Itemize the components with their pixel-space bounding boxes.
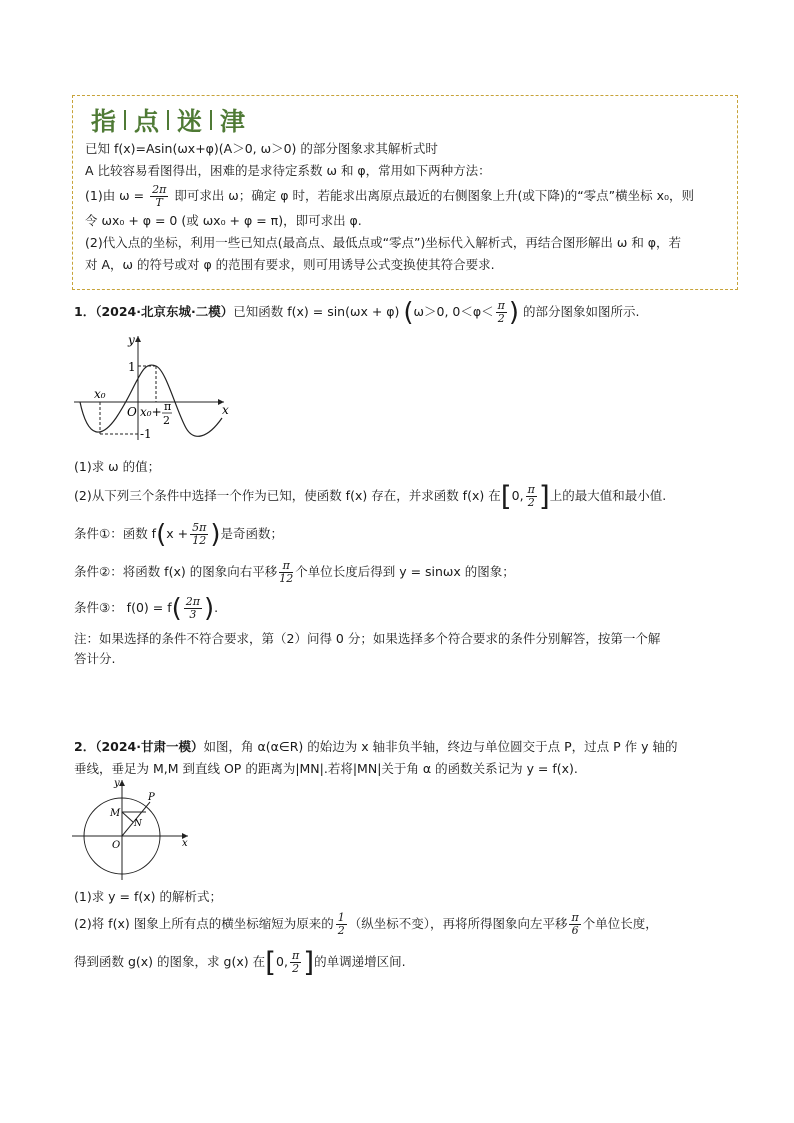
fraction-numerator: π — [279, 560, 293, 573]
q2-part3-fraction — [290, 950, 301, 975]
fraction-numerator: π — [571, 911, 579, 924]
q2-graph — [70, 776, 194, 884]
tips-line-6: 对 A，ω 的符号或对 φ 的范围有要求，则可用诱导公式变换使其符合要求. — [85, 257, 495, 272]
bracket-right: ] — [538, 479, 550, 513]
q2-x-label: x — [182, 838, 188, 849]
tips-line-4: 令 ωx₀ + φ = 0 (或 ωx₀ + φ = π)，即可求出 φ. — [85, 213, 362, 228]
q2-part3-interval: 0, — [276, 954, 288, 969]
banner-char-1: 指 — [91, 107, 117, 136]
paren-right: ) — [508, 297, 519, 328]
banner-char-4: 津 — [220, 107, 246, 136]
q1-cond1-fraction — [190, 522, 208, 547]
q1-pi-label: π — [164, 400, 172, 413]
banner-separator — [167, 110, 169, 130]
fraction-denominator: 12 — [279, 572, 294, 585]
q2-stem-text: 如图，角 α(α∈R) 的始边为 x 轴非负半轴，终边与单位圆交于点 P，过点 P 作 y 轴的 — [203, 739, 678, 754]
paren-left: ( — [156, 519, 167, 550]
banner-separator — [124, 110, 126, 130]
q1-cond3-text: 条件③： f(0) = f — [74, 600, 172, 615]
q2-p-label: P — [148, 792, 155, 803]
tips-line-3-prefix: (1)由 ω = — [85, 188, 145, 203]
q2-part3-text: 得到函数 g(x) 的图象，求 g(x) 在 — [74, 954, 266, 969]
q2-part2 — [74, 912, 658, 937]
fraction-numerator: 2π — [152, 183, 167, 196]
q1-cond1-inner: x + — [166, 526, 189, 541]
q2-stem-line-1 — [74, 736, 677, 758]
tips-line-2: A 比较容易看图得出，困难的是求待定系数 ω 和 φ，常用如下两种方法： — [85, 163, 491, 178]
q1-minus-one-label: -1 — [140, 427, 152, 441]
fraction-numerator: 2π — [185, 595, 200, 608]
fraction-numerator: π — [291, 949, 300, 962]
q1-origin-label: O — [127, 405, 137, 419]
tips-line-3 — [85, 182, 725, 210]
paren-right: ) — [210, 519, 221, 550]
q1-condition-1 — [74, 519, 284, 550]
fraction-denominator: 2 — [292, 962, 300, 975]
q2-part2-text: (2)将 f(x) 图象上所有点的横坐标缩短为原来的 — [74, 916, 334, 931]
q1-y-label: y — [128, 333, 135, 347]
q1-part2-interval: 0, — [511, 488, 524, 503]
tips-banner — [91, 102, 725, 138]
q1-condition-3 — [74, 593, 219, 624]
q2-part2-fraction-2 — [569, 912, 580, 937]
banner-separator — [210, 110, 212, 130]
tips-box — [72, 95, 738, 290]
q2-part2-middle: （纵坐标不变），再将所得图象向左平移 — [348, 916, 568, 931]
q2-m-label: M — [110, 808, 121, 819]
q2-distance-segment — [122, 812, 133, 822]
q1-one-label: 1 — [128, 360, 136, 374]
q2-origin-label: O — [112, 840, 121, 851]
fraction-numerator: π — [527, 483, 535, 496]
q1-part2-end: 上的最大值和最小值. — [549, 488, 667, 503]
q1-note-line-1: 注：如果选择的条件不符合要求，第（2）问得 0 分；如果选择多个符合要求的条件分别解答，按第一个解 — [74, 631, 661, 646]
q2-part2-continued — [74, 945, 406, 979]
fraction-denominator: 2 — [497, 312, 505, 325]
q1-cond2-end: 个单位长度后得到 y = sinωx 的图象； — [295, 564, 515, 579]
q1-y-arrow — [135, 336, 141, 342]
q1-part2-fraction — [526, 484, 537, 509]
q2-y-label: y — [114, 778, 120, 789]
q2-source: （2024·甘肃一模） — [95, 739, 204, 754]
q1-graph — [72, 330, 242, 442]
banner-char-2: 点 — [134, 107, 160, 136]
q1-condition-2 — [74, 560, 515, 585]
q1-cond1-end: 是奇函数； — [220, 526, 284, 541]
banner-char-3: 迷 — [177, 107, 203, 136]
q1-cond2-fraction — [279, 560, 293, 585]
q1-x0-label: x₀ — [94, 387, 106, 401]
fraction-denominator: 2 — [527, 496, 535, 509]
tips-fraction — [150, 184, 168, 209]
q1-two-label: 2 — [163, 414, 170, 427]
fraction-denominator: 3 — [189, 608, 197, 621]
q1-stem-text: 已知函数 f(x) = sin(ωx + φ) — [233, 304, 400, 319]
q1-x-label: x — [222, 403, 229, 417]
fraction-denominator: 12 — [192, 534, 207, 547]
paren-left: ( — [403, 297, 414, 328]
q2-y-arrow — [119, 780, 125, 786]
bracket-right: ] — [303, 945, 315, 979]
bracket-left: [ — [500, 479, 512, 513]
fraction-denominator: 6 — [571, 924, 579, 937]
tips-line-1: 已知 f(x)=Asin(ωx+φ)(A＞0, ω＞0) 的部分图象求其解析式时 — [85, 141, 438, 156]
tips-line-5: (2)代入点的坐标，利用一些已知点(最高点、最低点或“零点”)坐标代入解析式，再结合图形解出 ω 和 φ，若 — [85, 235, 682, 250]
q2-n-label: N — [134, 819, 142, 829]
q1-condition-fraction — [496, 300, 507, 325]
fraction-denominator: T — [155, 196, 163, 209]
fraction-numerator: 1 — [337, 911, 345, 924]
q1-note-line-2: 答计分. — [74, 651, 116, 666]
q2-part1: (1)求 y = f(x) 的解析式； — [74, 889, 223, 904]
q1-stem — [74, 297, 640, 328]
q1-source: （2024·北京东城·二模） — [95, 304, 234, 319]
q1-cond2-text: 条件②：将函数 f(x) 的图象向右平移 — [74, 564, 278, 579]
q1-cond3-fraction — [184, 596, 202, 621]
q1-stem-end: 的部分图象如图所示. — [522, 304, 640, 319]
q2-part3-end: 的单调递增区间. — [314, 954, 406, 969]
paren-right: ) — [204, 593, 215, 624]
q1-number: 1． — [74, 304, 96, 319]
fraction-denominator: 2 — [337, 924, 345, 937]
q1-part2 — [74, 479, 667, 513]
fraction-numerator: 5π — [192, 521, 207, 534]
q1-part2-text: (2)从下列三个条件中选择一个作为已知，使函数 f(x) 存在，并求函数 f(x) 在 — [74, 488, 501, 503]
q1-cond1-text: 条件①：函数 f — [74, 526, 157, 541]
q2-part2-end: 个单位长度， — [582, 916, 658, 931]
q1-x0-plus-label: x₀+ — [140, 405, 162, 419]
bracket-left: [ — [265, 945, 277, 979]
fraction-numerator: π — [497, 299, 505, 312]
q1-cond3-end: . — [214, 600, 219, 615]
q2-number: 2． — [74, 739, 96, 754]
q1-condition: ω＞0, 0＜φ＜ — [413, 304, 494, 319]
q2-stem-line-2: 垂线，垂足为 M,M 到直线 OP 的距离为|MN|.若将|MN|关于角 α 的函数关系记为 y = f(x). — [74, 761, 578, 776]
paren-left: ( — [171, 593, 182, 624]
q1-part1: (1)求 ω 的值； — [74, 459, 161, 474]
q2-part2-fraction-1 — [336, 912, 347, 937]
tips-line-3-suffix: 即可求出 ω；确定 φ 时，若能求出离原点最近的右侧图象上升(或下降)的“零点”横坐标 x₀，则 — [174, 188, 695, 203]
